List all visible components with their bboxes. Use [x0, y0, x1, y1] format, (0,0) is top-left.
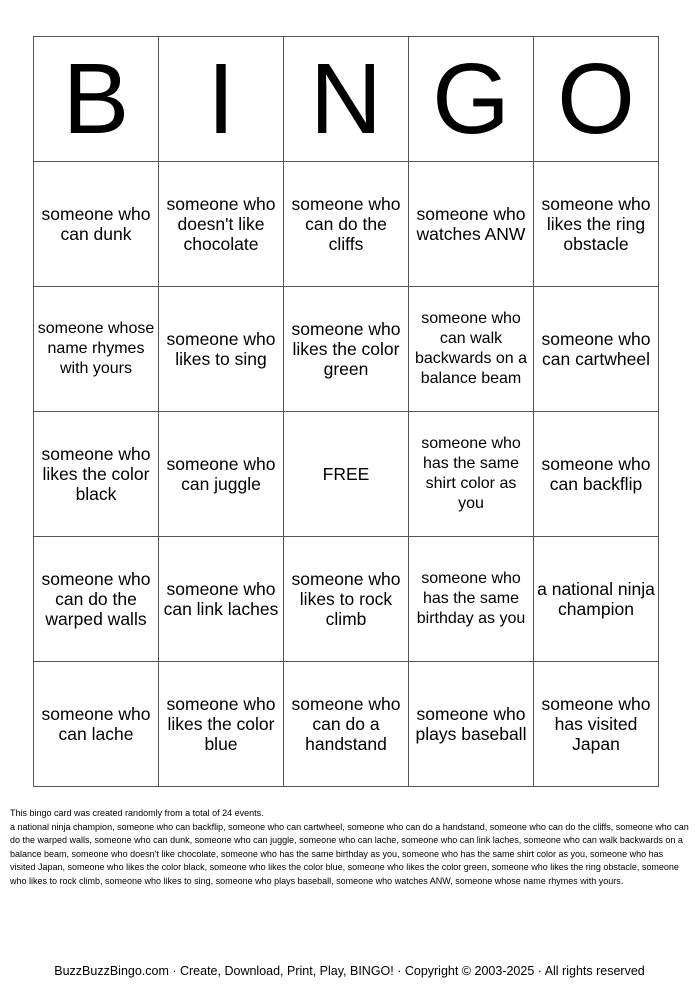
header-row: [34, 37, 659, 162]
bingo-cell: someone who doesn't like chocolate: [159, 162, 284, 287]
bingo-cell: someone who can cartwheel: [534, 287, 659, 412]
bingo-card: [33, 36, 659, 787]
bingo-cell: someone who plays baseball: [409, 662, 534, 787]
card-info: [10, 807, 690, 888]
header-letter-n: N: [284, 37, 409, 162]
bingo-cell: someone who can do the warped walls: [34, 537, 159, 662]
bingo-cell: someone whose name rhymes with yours: [34, 287, 159, 412]
bingo-cell: someone who has the same birthday as you: [409, 537, 534, 662]
bingo-cell: someone who can link laches: [159, 537, 284, 662]
bingo-cell: someone who can walk backwards on a balance beam: [409, 287, 534, 412]
card-row: [34, 162, 659, 287]
header-letter-g: G: [409, 37, 534, 162]
card-row: [34, 537, 659, 662]
card-info-events: a national ninja champion, someone who can backflip, someone who can cartwheel, someone who can do a handstand, someone who can do the cliffs, someone who can do the warped walls, someone who can dunk, someone who can juggle, someone who can lache, someone who can link laches, someone who can walk backwards on a balance beam, someone who doesn't like chocolate, someone who has the same birthday as you, someone who has the same shirt color as you, someone who has visited Japan, someone who likes the color black, someone who likes the color blue, someone who likes the color green, someone who likes the ring obstacle, someone who likes to rock climb, someone who likes to sing, someone who plays baseball, someone who watches ANW, someone whose name rhymes with yours.: [10, 821, 689, 886]
bingo-cell: someone who can backflip: [534, 412, 659, 537]
bingo-cell: someone who likes the color blue: [159, 662, 284, 787]
bingo-cell: someone who likes the color green: [284, 287, 409, 412]
bingo-cell: someone who likes to sing: [159, 287, 284, 412]
card-row: [34, 287, 659, 412]
header-letter-i: I: [159, 37, 284, 162]
bingo-cell: someone who likes the color black: [34, 412, 159, 537]
bingo-cell: someone who likes the ring obstacle: [534, 162, 659, 287]
page-footer: BuzzBuzzBingo.com · Create, Download, Print, Play, BINGO! · Copyright © 2003-2025 · All rights reserved: [54, 964, 645, 978]
bingo-cell: someone who can lache: [34, 662, 159, 787]
bingo-cell: someone who has the same shirt color as you: [409, 412, 534, 537]
bingo-cell: someone who watches ANW: [409, 162, 534, 287]
card-row: [34, 412, 659, 537]
card-row: [34, 662, 659, 787]
bingo-cell: someone who can juggle: [159, 412, 284, 537]
header-letter-o: O: [534, 37, 659, 162]
bingo-cell: someone who likes to rock climb: [284, 537, 409, 662]
bingo-cell: a national ninja champion: [534, 537, 659, 662]
bingo-cell: someone who can do the cliffs: [284, 162, 409, 287]
bingo-cell: someone who has visited Japan: [534, 662, 659, 787]
free-cell: FREE: [284, 412, 409, 537]
header-letter-b: B: [34, 37, 159, 162]
bingo-cell: someone who can dunk: [34, 162, 159, 287]
bingo-cell: someone who can do a handstand: [284, 662, 409, 787]
card-info-intro: This bingo card was created randomly from a total of 24 events.: [10, 808, 264, 818]
